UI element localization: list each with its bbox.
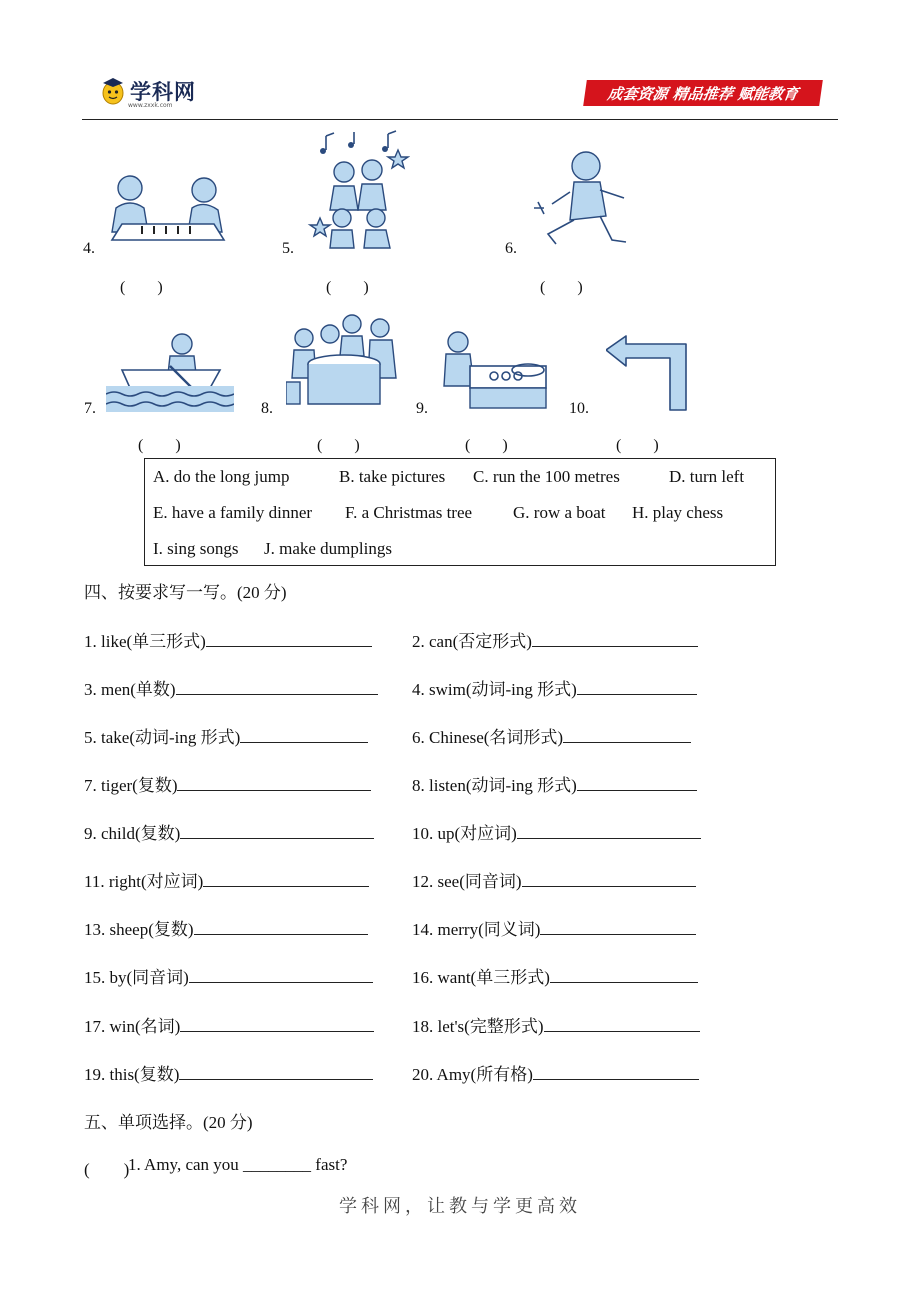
answer-paren-9[interactable]: ( )	[465, 437, 508, 454]
exercise-item: 14. merry(同义词)	[412, 915, 696, 940]
answer-blank[interactable]	[180, 822, 374, 839]
option-g: G. row a boat	[513, 503, 606, 522]
make-dumplings-picture	[440, 326, 548, 410]
bulb-mascot-icon	[100, 75, 126, 107]
logo-text: 学科网	[130, 80, 196, 104]
question-1-paren[interactable]: ( )	[84, 1160, 130, 1179]
option-f: F. a Christmas tree	[345, 503, 473, 522]
answer-blank[interactable]	[179, 1063, 373, 1080]
answer-blank[interactable]	[522, 870, 696, 887]
picture-number-10: 10.	[569, 400, 589, 417]
answer-blank[interactable]	[532, 630, 698, 647]
exercise-item: 7. tiger(复数)	[84, 771, 371, 796]
exercise-item: 18. let's(完整形式)	[412, 1012, 700, 1037]
family-dinner-picture	[286, 308, 404, 412]
answer-blank[interactable]	[533, 1063, 699, 1080]
exercise-item: 15. by(同音词)	[84, 963, 373, 988]
answer-blank[interactable]	[577, 774, 697, 791]
answer-blank[interactable]	[180, 1015, 374, 1032]
option-a: A. do the long jump	[153, 467, 290, 486]
exercise-item: 5. take(动词-ing 形式)	[84, 723, 368, 748]
answer-blank[interactable]	[203, 870, 369, 887]
exercise-item: 1. like(单三形式)	[84, 627, 372, 652]
answer-paren-4[interactable]: ( )	[120, 279, 163, 296]
answer-blank[interactable]	[550, 966, 698, 983]
answer-blank[interactable]	[177, 774, 371, 791]
exercise-item: 3. men(单数)	[84, 675, 378, 700]
picture-number-9: 9.	[416, 400, 428, 417]
page-footer: 学科网，让教与学更高效	[339, 1196, 581, 1217]
question-1-text: 1. Amy, can you ________ fast?	[128, 1155, 348, 1174]
answer-paren-7[interactable]: ( )	[138, 437, 181, 454]
option-c: C. run the 100 metres	[473, 467, 620, 486]
exercise-item: 17. win(名词)	[84, 1012, 374, 1037]
answer-blank[interactable]	[540, 918, 696, 935]
exercise-item: 4. swim(动词-ing 形式)	[412, 675, 697, 700]
section-5-title: 五、单项选择。(20 分)	[84, 1113, 253, 1132]
exercise-item: 12. see(同音词)	[412, 867, 696, 892]
exercise-item: 16. want(单三形式)	[412, 963, 698, 988]
header-banner: 成套资源 精品推荐 赋能教育	[583, 80, 823, 106]
exercise-item: 20. Amy(所有格)	[412, 1060, 699, 1085]
answer-blank[interactable]	[194, 918, 368, 935]
answer-blank[interactable]	[189, 966, 373, 983]
exercise-item: 19. this(复数)	[84, 1060, 373, 1085]
picture-number-7: 7.	[84, 400, 96, 417]
exercise-item: 8. listen(动词-ing 形式)	[412, 771, 697, 796]
picture-number-5: 5.	[282, 240, 294, 257]
sing-songs-picture	[306, 126, 410, 254]
exercise-item: 6. Chinese(名词形式)	[412, 723, 691, 748]
option-d: D. turn left	[669, 467, 745, 486]
logo-url: www.zxxk.com	[128, 102, 173, 109]
answer-blank[interactable]	[517, 822, 701, 839]
answer-blank[interactable]	[563, 726, 691, 743]
picture-number-6: 6.	[505, 240, 517, 257]
exercise-item: 2. can(否定形式)	[412, 627, 698, 652]
option-j: J. make dumplings	[264, 539, 392, 558]
option-i: I. sing songs	[153, 539, 239, 558]
answer-paren-5[interactable]: ( )	[326, 279, 369, 296]
row-boat-picture	[106, 326, 234, 412]
answer-blank[interactable]	[206, 630, 372, 647]
exercise-item: 10. up(对应词)	[412, 819, 701, 844]
exercise-item: 11. right(对应词)	[84, 867, 369, 892]
play-chess-picture	[102, 168, 232, 246]
answer-blank[interactable]	[240, 726, 368, 743]
picture-number-8: 8.	[261, 400, 273, 417]
exercise-item: 9. child(复数)	[84, 819, 374, 844]
answer-paren-8[interactable]: ( )	[317, 437, 360, 454]
picture-number-4: 4.	[83, 240, 95, 257]
options-box	[144, 458, 776, 566]
section-4-title: 四、按要求写一写。(20 分)	[84, 583, 287, 602]
answer-blank[interactable]	[544, 1015, 700, 1032]
long-jump-picture	[530, 146, 634, 254]
exercise-item: 13. sheep(复数)	[84, 915, 368, 940]
answer-blank[interactable]	[176, 678, 378, 695]
option-e: E. have a family dinner	[153, 503, 313, 522]
answer-paren-10[interactable]: ( )	[616, 437, 659, 454]
option-h: H. play chess	[632, 503, 724, 522]
answer-blank[interactable]	[577, 678, 697, 695]
option-b: B. take pictures	[339, 467, 446, 486]
header-divider	[82, 119, 838, 120]
turn-left-arrow-picture	[606, 334, 688, 412]
answer-paren-6[interactable]: ( )	[540, 279, 583, 296]
site-logo	[100, 74, 196, 108]
